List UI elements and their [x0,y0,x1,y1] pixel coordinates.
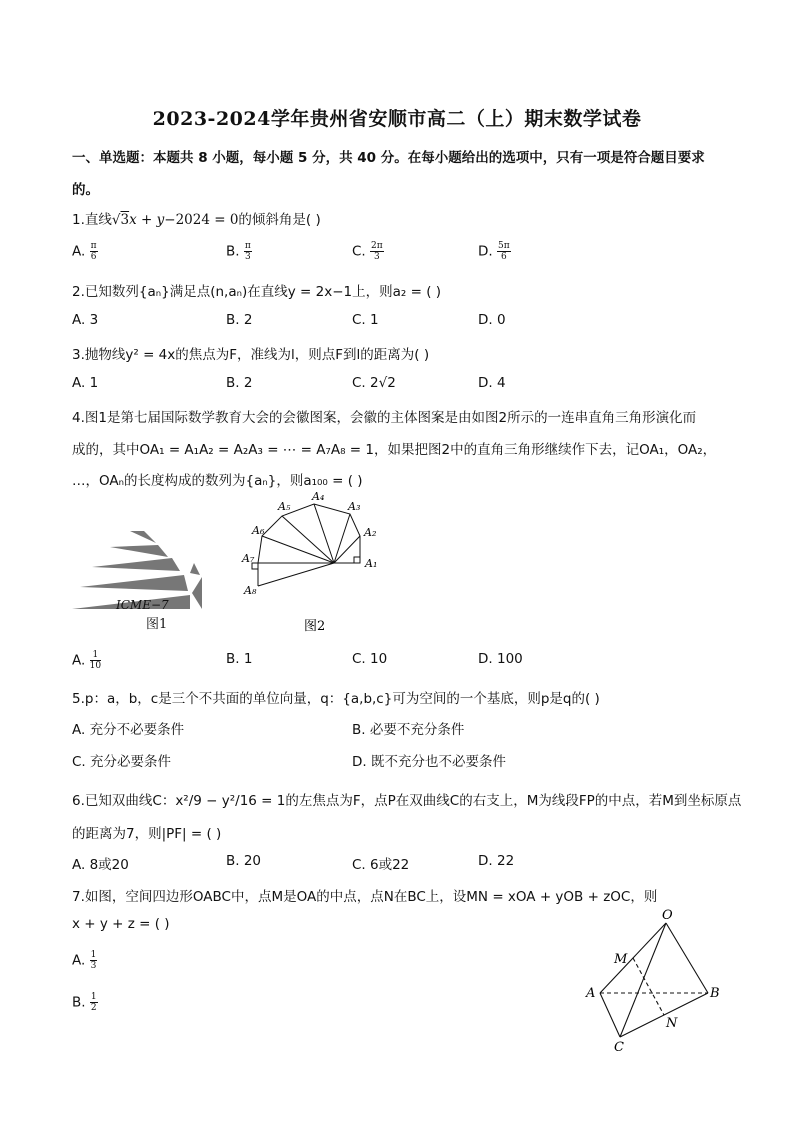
page-title: 2023-2024学年贵州省安顺市高二（上）期末数学试卷 [152,108,642,130]
q6-option-d: D. 22 [478,853,515,869]
figure-2-caption: 图2 [304,619,326,634]
q6-option-b: B. 20 [226,853,262,869]
point-n: N [666,1016,678,1031]
question-4-line2: 成的，其中OA₁ = A₁A₂ = A₂A₃ = ⋯ = A₇A₈ = 1，如果把图2中的直角三角形继续作下去，记OA₁，OA₂， [72,442,717,458]
q4-option-d: D. 100 [478,651,523,667]
q2-option-b: B. 2 [226,312,253,328]
q5-option-d: D. 既不充分也不必要条件 [352,754,506,770]
section-header-cont: 的。 [72,182,99,198]
point-a: A [586,986,596,1001]
question-4-line3: …，OAₙ的长度构成的数列为{aₙ}，则a₁₀₀ = ( ) [72,473,363,489]
point-b: B [710,986,720,1001]
q3-option-a: A. 1 [72,375,99,391]
point-m: M [614,952,628,967]
q6-option-c: C. 6或22 [352,857,410,873]
q5-option-c: C. 充分必要条件 [72,754,172,770]
question-4: 4.图1是第七届国际数学教育大会的会徽图案，会徽的主体图案是由如图2所示的一连串直角三角形演化而 [72,410,697,426]
point-a6: A₆ [252,524,265,537]
q3-option-c: C. 2√2 [352,375,396,391]
q3-option-d: D. 4 [478,375,506,391]
q7-option-a: A. $\frac{1}{3}$ [72,950,97,971]
point-a7: A₇ [242,552,255,565]
point-a4: A₄ [312,490,325,503]
icme-label: ICME−7 [116,598,169,612]
q1-option-b: B. $\frac{\pi}{3}$ [226,241,251,262]
question-6-line2: 的距离为7，则|PF| = ( ) [72,826,222,842]
q1-option-c: C. $\frac{2\pi}{3}$ [352,241,383,262]
question-7-line2: x + y + z = ( ) [72,916,170,932]
q7-option-b: B. $\frac{1}{2}$ [72,992,97,1013]
q4-option-b: B. 1 [226,651,253,667]
point-a5: A₅ [278,500,291,513]
point-c: C [614,1040,624,1055]
q2-option-d: D. 0 [478,312,506,328]
q4-option-c: C. 10 [352,651,388,667]
q5-option-b: B. 必要不充分条件 [352,722,465,738]
q4-option-a: A. $\frac{1}{10}$ [72,650,102,671]
section-header: 一、单选题：本题共 8 小题，每小题 5 分，共 40 分。在每小题给出的选项中，只有一项是符合题目要求 [72,150,705,166]
q6-option-a: A. 8或20 [72,857,129,873]
point-a2: A₂ [364,526,377,539]
q3-option-b: B. 2 [226,375,253,391]
question-5: 5.p：a，b，c是三个不共面的单位向量，q：{a,b,c}可为空间的一个基底，则p是q的( ) [72,691,600,707]
point-o: O [662,908,673,923]
question-7: 7.如图，空间四边形OABC中，点M是OA的中点，点N在BC上，设MN = xOA + yOB + zOC，则 [72,889,658,905]
q2-option-a: A. 3 [72,312,99,328]
figure-2-triangles [240,490,390,640]
point-a3: A₃ [348,500,361,513]
figure-tetrahedron [580,905,730,1055]
question-6: 6.已知双曲线C：x²/9 − y²/16 = 1的左焦点为F，点P在双曲线C的右支上，M为线段FP的中点，若M到坐标原点 [72,793,742,809]
q1-option-d: D. $\frac{5\pi}{6}$ [478,241,510,262]
point-a8: A₈ [244,584,257,597]
question-2: 2.已知数列{aₙ}满足点(n,aₙ)在直线y = 2x−1上，则a₂ = ( ) [72,284,442,300]
question-3: 3.抛物线y² = 4x的焦点为F，准线为l，则点F到l的距离为( ) [72,347,430,363]
figure-1-caption: 图1 [146,617,168,632]
question-1: 1.直线√3x + y−2024 = 0的倾斜角是( ) [72,212,321,228]
q2-option-c: C. 1 [352,312,379,328]
q1-option-a: A. $\frac{\pi}{6}$ [72,241,97,262]
point-a1: A₁ [365,557,378,570]
figure-1-icme-logo [70,525,210,640]
q5-option-a: A. 充分不必要条件 [72,722,185,738]
